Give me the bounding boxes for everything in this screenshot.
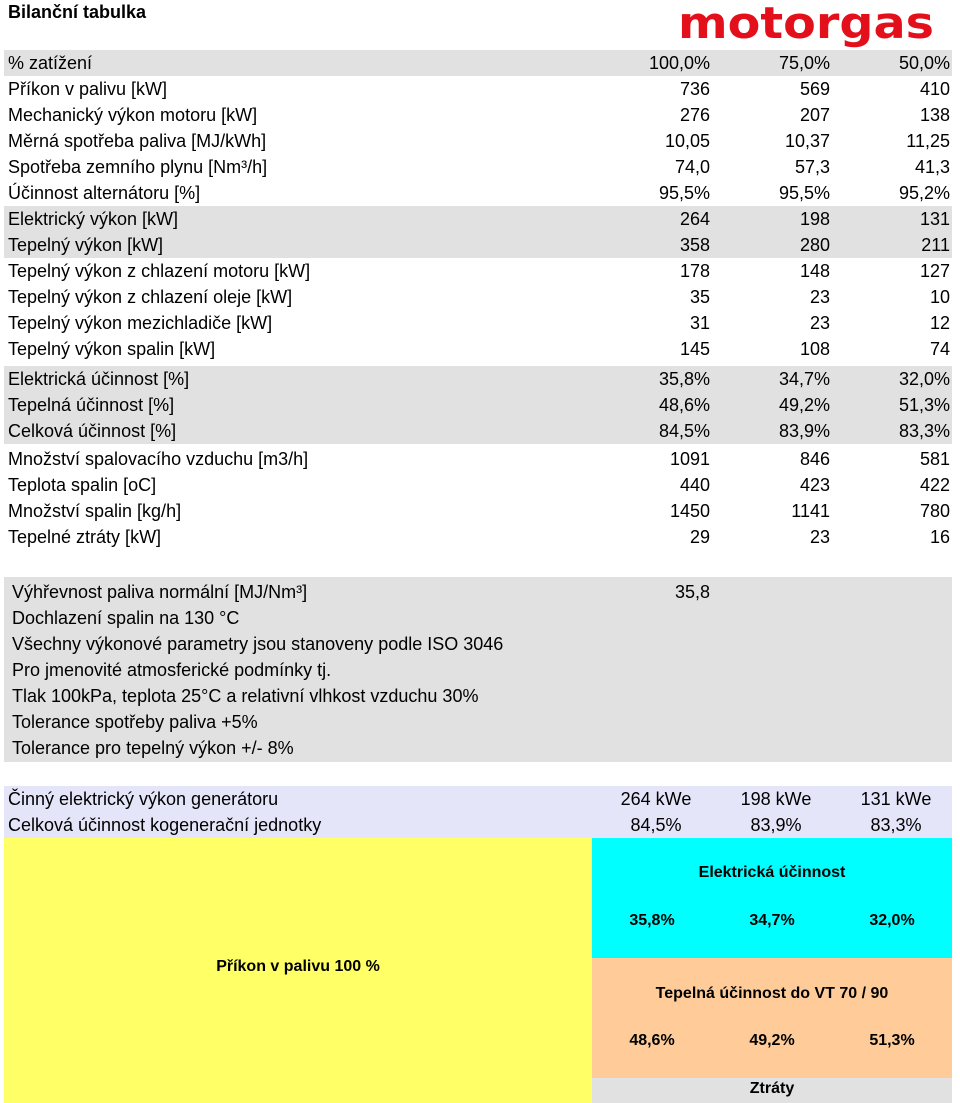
- table-row: [4, 206, 952, 232]
- thermal-efficiency-value: 51,3%: [869, 1032, 915, 1049]
- summary-value: 83,3%: [870, 815, 922, 835]
- row-value: 127: [919, 261, 950, 281]
- header-load-100: 100,0%: [648, 53, 710, 73]
- row-value: 1450: [669, 501, 710, 521]
- table-row: [4, 180, 952, 206]
- summary-value: 198 kWe: [740, 789, 812, 809]
- table-row: [4, 258, 952, 284]
- losses-title: Ztráty: [749, 1080, 795, 1097]
- row-value: 12: [929, 313, 950, 333]
- table-row: [4, 336, 952, 362]
- row-label: Tepelný výkon z chlazení oleje [kW]: [8, 287, 293, 307]
- row-value: 29: [689, 527, 710, 547]
- row-value: 31: [689, 313, 710, 333]
- header-label: % zatížení: [8, 53, 93, 73]
- row-value: 581: [919, 449, 950, 469]
- row-value: 51,3%: [898, 395, 950, 415]
- row-value: 276: [679, 105, 710, 125]
- row-label: Elektrický výkon [kW]: [8, 209, 179, 229]
- row-value: 95,5%: [658, 183, 710, 203]
- table-row: [4, 446, 952, 472]
- row-value: 211: [921, 235, 950, 255]
- row-value: 83,9%: [778, 421, 830, 441]
- table-header-row: [4, 50, 952, 76]
- table-row: [4, 76, 952, 102]
- row-label: Mechanický výkon motoru [kW]: [8, 105, 258, 125]
- row-value: 41,3: [914, 157, 950, 177]
- notes-panel: [4, 577, 952, 762]
- note-line: Tolerance pro tepelný výkon +/- 8%: [12, 738, 294, 758]
- note-line: Tolerance spotřeby paliva +5%: [12, 712, 258, 732]
- row-value: 280: [799, 235, 830, 255]
- row-label: Teplota spalin [oC]: [8, 475, 157, 495]
- thermal-efficiency-title: Tepelná účinnost do VT 70 / 90: [655, 985, 889, 1002]
- page-title: Bilanční tabulka: [8, 2, 147, 22]
- table-row: [4, 232, 952, 258]
- table-row: [4, 498, 952, 524]
- row-value: 148: [799, 261, 830, 281]
- thermal-efficiency-value: 48,6%: [629, 1032, 675, 1049]
- row-value: 49,2%: [778, 395, 830, 415]
- heating-value: 35,8: [674, 582, 710, 602]
- row-value: 780: [919, 501, 950, 521]
- row-label: Spotřeba zemního plynu [Nm³/h]: [8, 157, 268, 177]
- table-row: [4, 284, 952, 310]
- row-value: 35: [689, 287, 710, 307]
- row-value: 35,8%: [658, 369, 710, 389]
- row-value: 422: [919, 475, 950, 495]
- row-value: 410: [919, 79, 950, 99]
- thermal-efficiency-value: 49,2%: [749, 1032, 795, 1049]
- note-line: Všechny výkonové parametry jsou stanoveny podle ISO 3046: [12, 634, 504, 654]
- row-label: Měrná spotřeba paliva [MJ/kWh]: [8, 131, 267, 151]
- row-value: 138: [919, 105, 950, 125]
- row-label: Celková účinnost [%]: [8, 421, 177, 441]
- row-value: 423: [799, 475, 830, 495]
- summary-value: 131 kWe: [860, 789, 932, 809]
- row-value: 145: [679, 339, 710, 359]
- row-value: 10,37: [784, 131, 830, 151]
- row-label: Tepelná účinnost [%]: [8, 395, 175, 415]
- row-value: 1091: [669, 449, 710, 469]
- row-value: 23: [809, 313, 830, 333]
- electrical-efficiency-box: [592, 838, 952, 958]
- row-label: Elektrická účinnost [%]: [8, 369, 190, 389]
- row-value: 358: [679, 235, 710, 255]
- row-label: Množství spalin [kg/h]: [8, 501, 182, 521]
- table-row: [4, 154, 952, 180]
- summary-value: 83,9%: [750, 815, 802, 835]
- row-value: 95,2%: [898, 183, 950, 203]
- table-row: [4, 366, 952, 392]
- fuel-input-label: Příkon v palivu 100 %: [216, 958, 380, 975]
- table-row: [4, 392, 952, 418]
- row-value: 198: [799, 209, 830, 229]
- electrical-efficiency-value: 32,0%: [869, 912, 915, 929]
- summary-label: Činný elektrický výkon generátoru: [8, 789, 279, 809]
- row-value: 16: [929, 527, 950, 547]
- row-value: 32,0%: [898, 369, 950, 389]
- row-value: 178: [679, 261, 710, 281]
- row-label: Tepelný výkon [kW]: [8, 235, 164, 255]
- motorgas-logo: [678, 2, 936, 50]
- row-label: Tepelné ztráty [kW]: [8, 527, 162, 547]
- row-label: Množství spalovacího vzduchu [m3/h]: [8, 449, 309, 469]
- table-row: [4, 102, 952, 128]
- summary-row-electric-output: [4, 786, 952, 812]
- row-value: 34,7%: [778, 369, 830, 389]
- row-value: 1141: [791, 501, 830, 521]
- losses-box: [592, 1078, 952, 1103]
- electrical-efficiency-value: 35,8%: [629, 912, 675, 929]
- row-value: 569: [799, 79, 830, 99]
- row-value: 846: [799, 449, 830, 469]
- row-label: Tepelný výkon mezichladiče [kW]: [8, 313, 273, 333]
- row-value: 23: [809, 527, 830, 547]
- table-row: [4, 524, 952, 550]
- row-label: Tepelný výkon z chlazení motoru [kW]: [8, 261, 311, 281]
- summary-value: 84,5%: [630, 815, 682, 835]
- table-row: [4, 418, 952, 444]
- electrical-efficiency-title: Elektrická účinnost: [698, 864, 846, 881]
- summary-label: Celková účinnost kogenerační jednotky: [8, 815, 322, 835]
- note-line: Tlak 100kPa, teplota 25°C a relativní vlhkost vzduchu 30%: [12, 686, 479, 706]
- fuel-input-box: [4, 838, 592, 1103]
- row-value: 10: [929, 287, 950, 307]
- summary-value: 264 kWe: [620, 789, 692, 809]
- row-value: 83,3%: [898, 421, 950, 441]
- row-value: 11,25: [906, 131, 950, 151]
- thermal-efficiency-box: [592, 958, 952, 1078]
- row-value: 48,6%: [658, 395, 710, 415]
- row-value: 57,3: [794, 157, 830, 177]
- row-value: 264: [679, 209, 710, 229]
- note-line: Dochlazení spalin na 130 °C: [12, 608, 240, 628]
- row-label: Účinnost alternátoru [%]: [8, 183, 201, 203]
- note-line: Pro jmenovité atmosferické podmínky tj.: [12, 660, 332, 680]
- row-value: 440: [679, 475, 710, 495]
- row-value: 23: [809, 287, 830, 307]
- row-value: 74,0: [674, 157, 710, 177]
- row-value: 131: [919, 209, 950, 229]
- header-load-50: 50,0%: [898, 53, 950, 73]
- heating-value-label: Výhřevnost paliva normální [MJ/Nm³]: [12, 582, 308, 602]
- row-value: 95,5%: [778, 183, 830, 203]
- row-label: Příkon v palivu [kW]: [8, 79, 168, 99]
- summary-row-total-efficiency: [4, 812, 952, 838]
- row-value: 108: [799, 339, 830, 359]
- svg-text:motorgas: motorgas: [678, 2, 934, 49]
- table-row: [4, 310, 952, 336]
- header-load-75: 75,0%: [778, 53, 830, 73]
- table-row: [4, 128, 952, 154]
- row-value: 74: [929, 339, 950, 359]
- table-row: [4, 472, 952, 498]
- row-value: 207: [799, 105, 830, 125]
- row-value: 84,5%: [658, 421, 710, 441]
- row-label: Tepelný výkon spalin [kW]: [8, 339, 216, 359]
- row-value: 10,05: [664, 131, 710, 151]
- row-value: 736: [679, 79, 710, 99]
- electrical-efficiency-value: 34,7%: [749, 912, 795, 929]
